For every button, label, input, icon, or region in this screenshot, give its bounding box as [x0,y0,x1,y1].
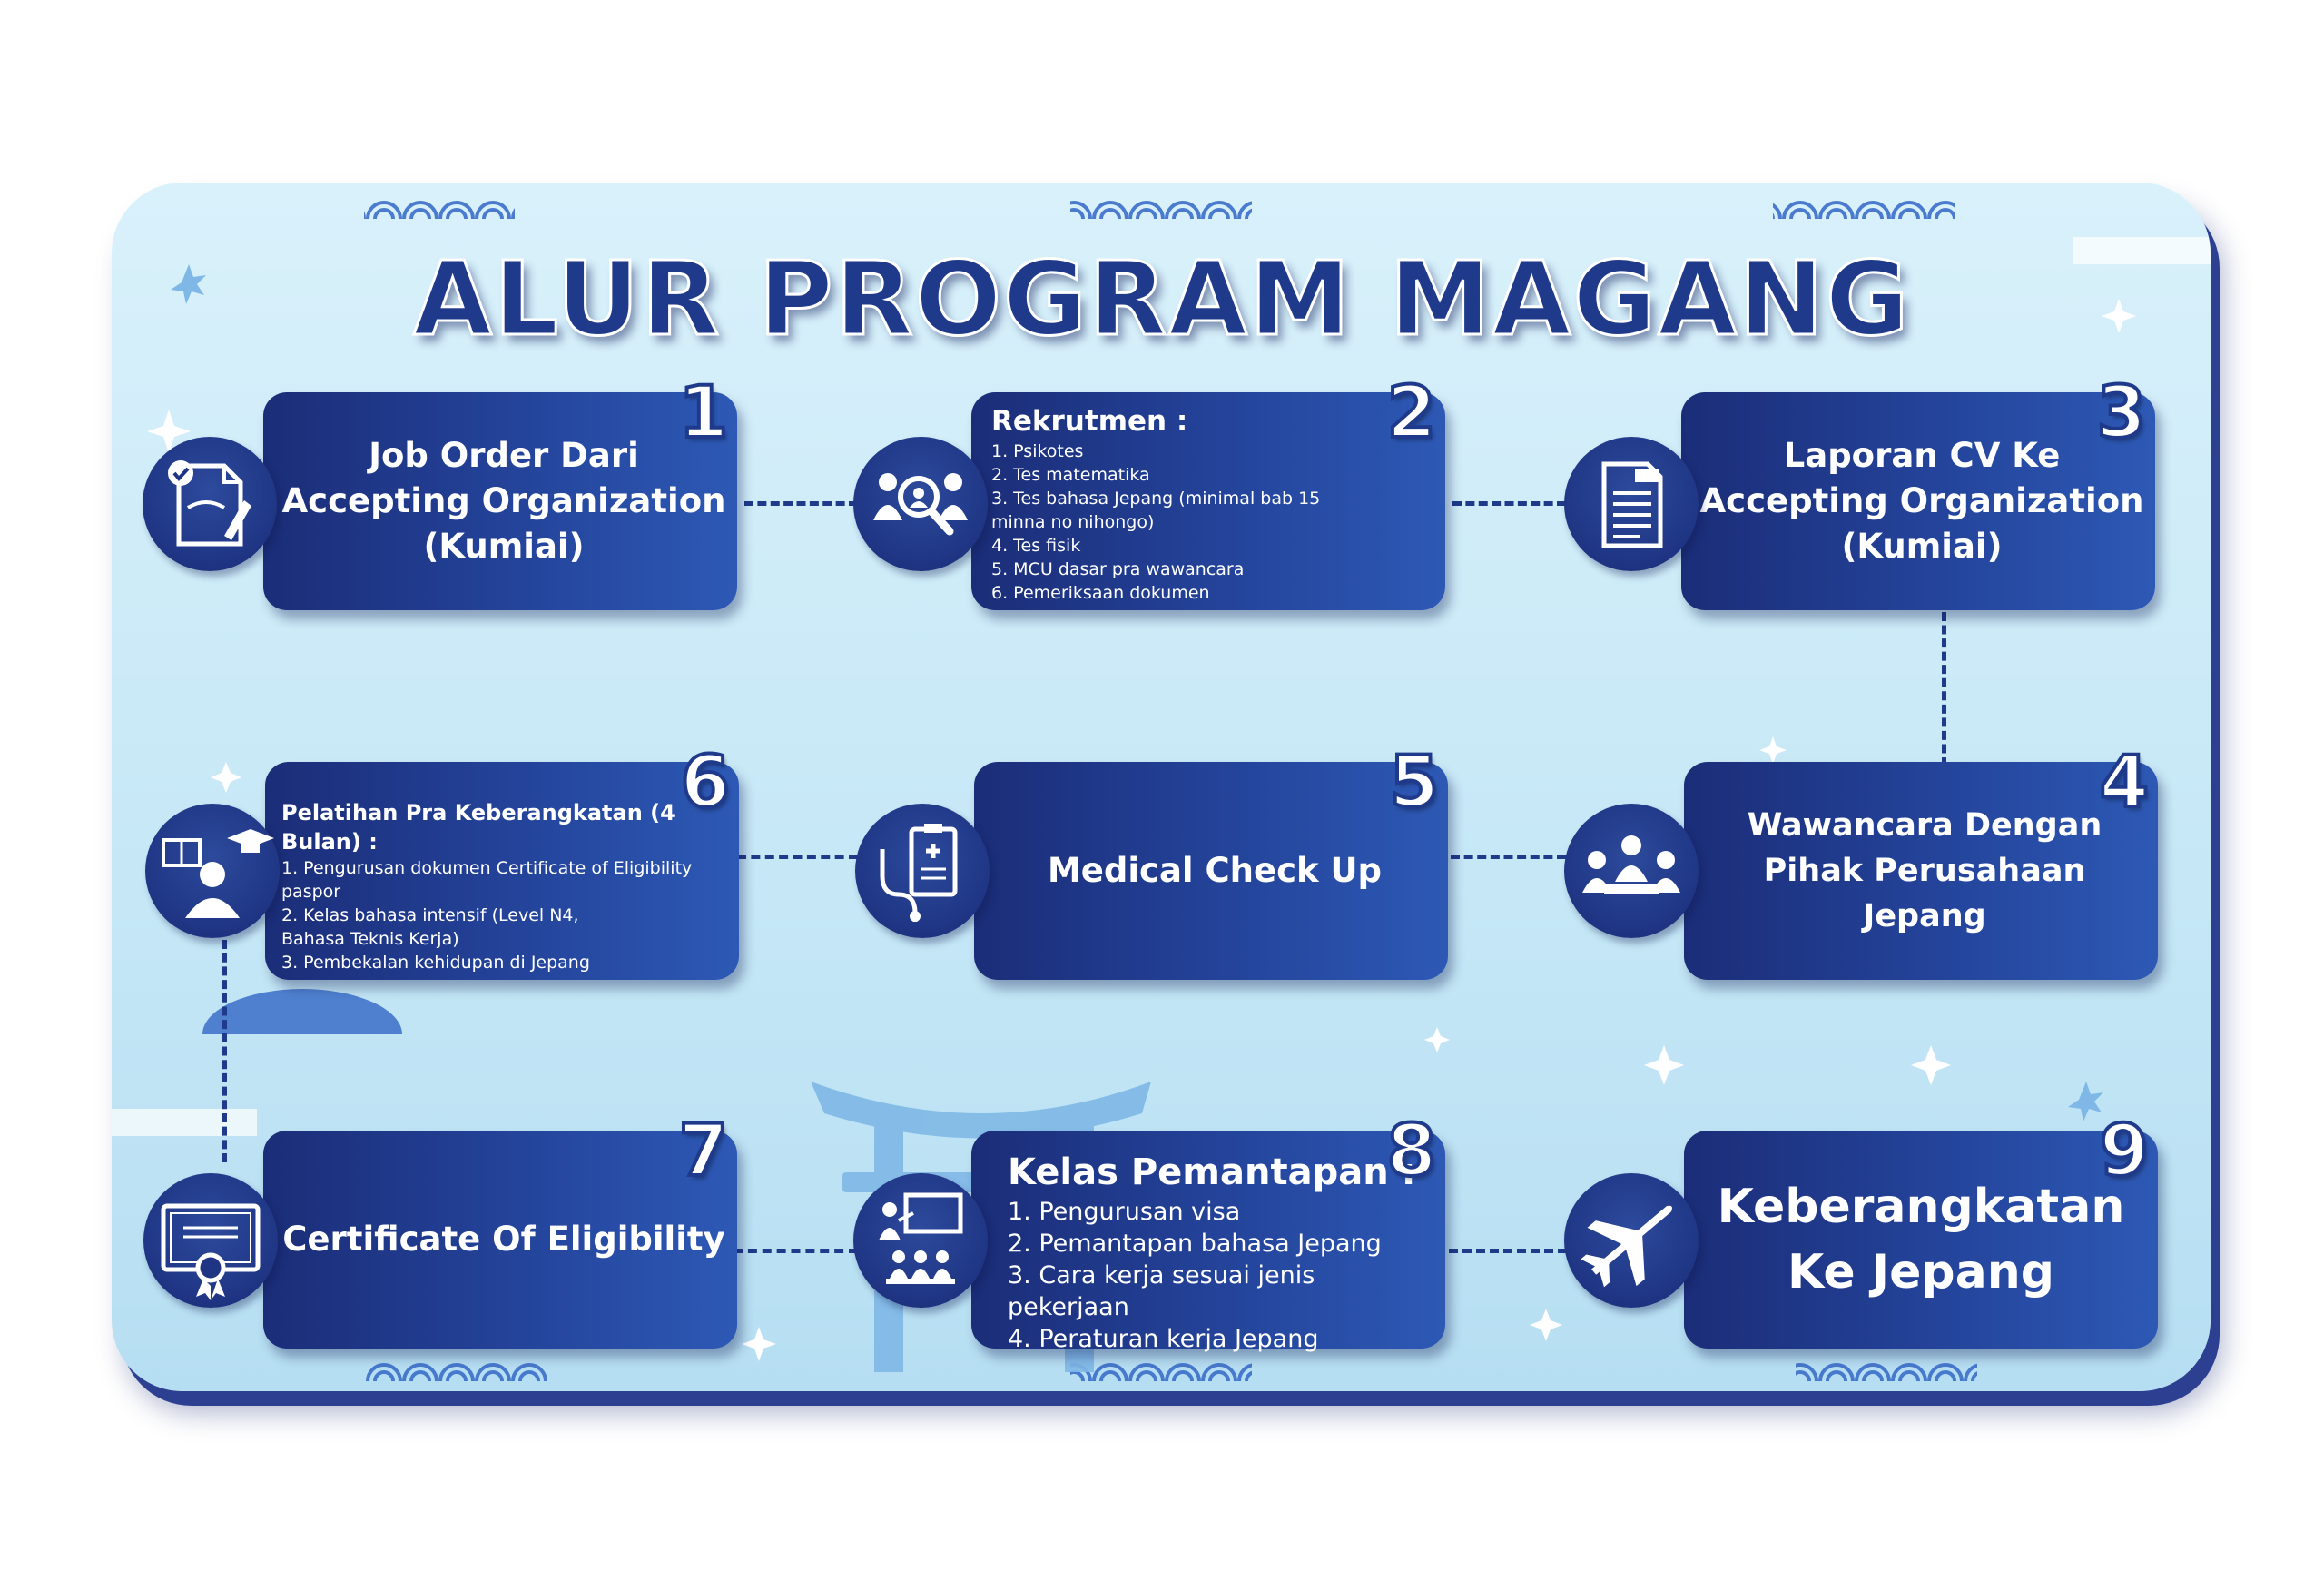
step-6-icon-badge [145,804,280,938]
cv-document-icon [1564,437,1699,571]
step-2-heading: Rekrutmen : [991,405,1188,438]
connector-1-2 [744,501,858,506]
step-8-item: 3. Cara kerja sesuai jenis pekerjaan [1008,1261,1315,1321]
step-7-card [263,1111,737,1349]
step-8-card [971,1111,1445,1353]
step-8-icon-badge [853,1173,988,1308]
step-2-item: 3. Tes bahasa Jepang (minimal bab 15 minna no nihongo) [991,489,1321,532]
step-2-item: 6. Pemeriksaan dokumen [991,583,1210,603]
step-9-number: 9 [2099,1111,2149,1192]
step-5-card [974,742,1448,980]
step-6-card [265,742,739,980]
step-6-item: 1. Pengurusan dokumen Certificate of Eligibility paspor [281,858,693,902]
step-2-number: 2 [1386,372,1436,454]
step-8-item: 4. Peraturan kerja Jepang [1008,1325,1319,1353]
step-3-text: Laporan CV Ke Accepting Organization (Kumiai) [1699,436,2144,566]
order-document-icon [143,437,277,571]
step-6-heading: Pelatihan Pra Keberangkatan (4 Bulan) : [281,800,675,855]
step-8-list [1008,1196,1433,1355]
step-2-item: 5. MCU dasar pra wawancara [991,559,1245,579]
interview-meeting-icon [1564,804,1699,938]
step-8-number: 8 [1386,1111,1436,1192]
step-7-icon-badge [143,1173,278,1308]
step-9-card [1684,1111,2158,1349]
step-3-card [1681,372,2155,610]
step-2-item: 2. Tes matematika [991,465,1150,485]
connector-3-4 [1942,612,1946,766]
page-title: ALUR PROGRAM MAGANG [413,241,1911,359]
recruitment-search-icon [853,437,988,571]
step-5-number: 5 [1389,742,1439,824]
certificate-icon [143,1173,278,1308]
step-9-text: Keberangkatan Ke Jepang [1717,1180,2125,1299]
step-8-item: 2. Pemantapan bahasa Jepang [1008,1230,1382,1258]
step-5-text: Medical Check Up [1047,851,1383,890]
step-4-number: 4 [2099,742,2149,824]
step-1-icon-badge [143,437,277,571]
step-4-card [1684,742,2158,980]
step-3-number: 3 [2096,372,2146,454]
step-7-number: 7 [678,1111,728,1192]
step-1-number: 1 [678,372,728,454]
step-6-item: 2. Kelas bahasa intensif (Level N4, Bahasa Teknis Kerja) [281,905,579,949]
step-1-text: Job Order Dari Accepting Organization (Kumiai) [281,436,726,566]
step-4-icon-badge [1564,804,1699,938]
medical-clipboard-icon [855,804,990,938]
step-2-card [971,372,1445,610]
step-2-icon-badge [853,437,988,571]
step-5-icon-badge [855,804,990,938]
step-9-icon-badge [1564,1173,1699,1308]
step-2-item: 1. Psikotes [991,441,1084,461]
classroom-presentation-icon [853,1173,988,1308]
connector-4-5 [1451,855,1566,859]
step-2-item: 4. Tes fisik [991,536,1081,556]
step-6-number: 6 [680,742,730,824]
connector-7-8 [734,1249,858,1253]
step-4-text: Wawancara Dengan Pihak Perusahaan Jepang [1747,807,2102,934]
step-3-icon-badge [1564,437,1699,571]
airplane-icon [1564,1173,1699,1308]
step-7-text: Certificate Of Eligibility [282,1220,725,1259]
step-8-item: 1. Pengurusan visa [1008,1198,1241,1226]
step-2-list [991,440,1433,605]
connector-2-3 [1452,501,1566,506]
connector-8-9 [1449,1249,1567,1253]
step-1-card [263,372,737,610]
step-6-item: 3. Pembekalan kehidupan di Jepang [281,953,590,973]
connector-5-6 [737,855,858,859]
step-6-list [281,856,726,974]
step-8-heading: Kelas Pemantapan : [1008,1151,1416,1193]
graduate-training-icon [145,804,280,938]
connector-6-7 [222,940,227,1162]
